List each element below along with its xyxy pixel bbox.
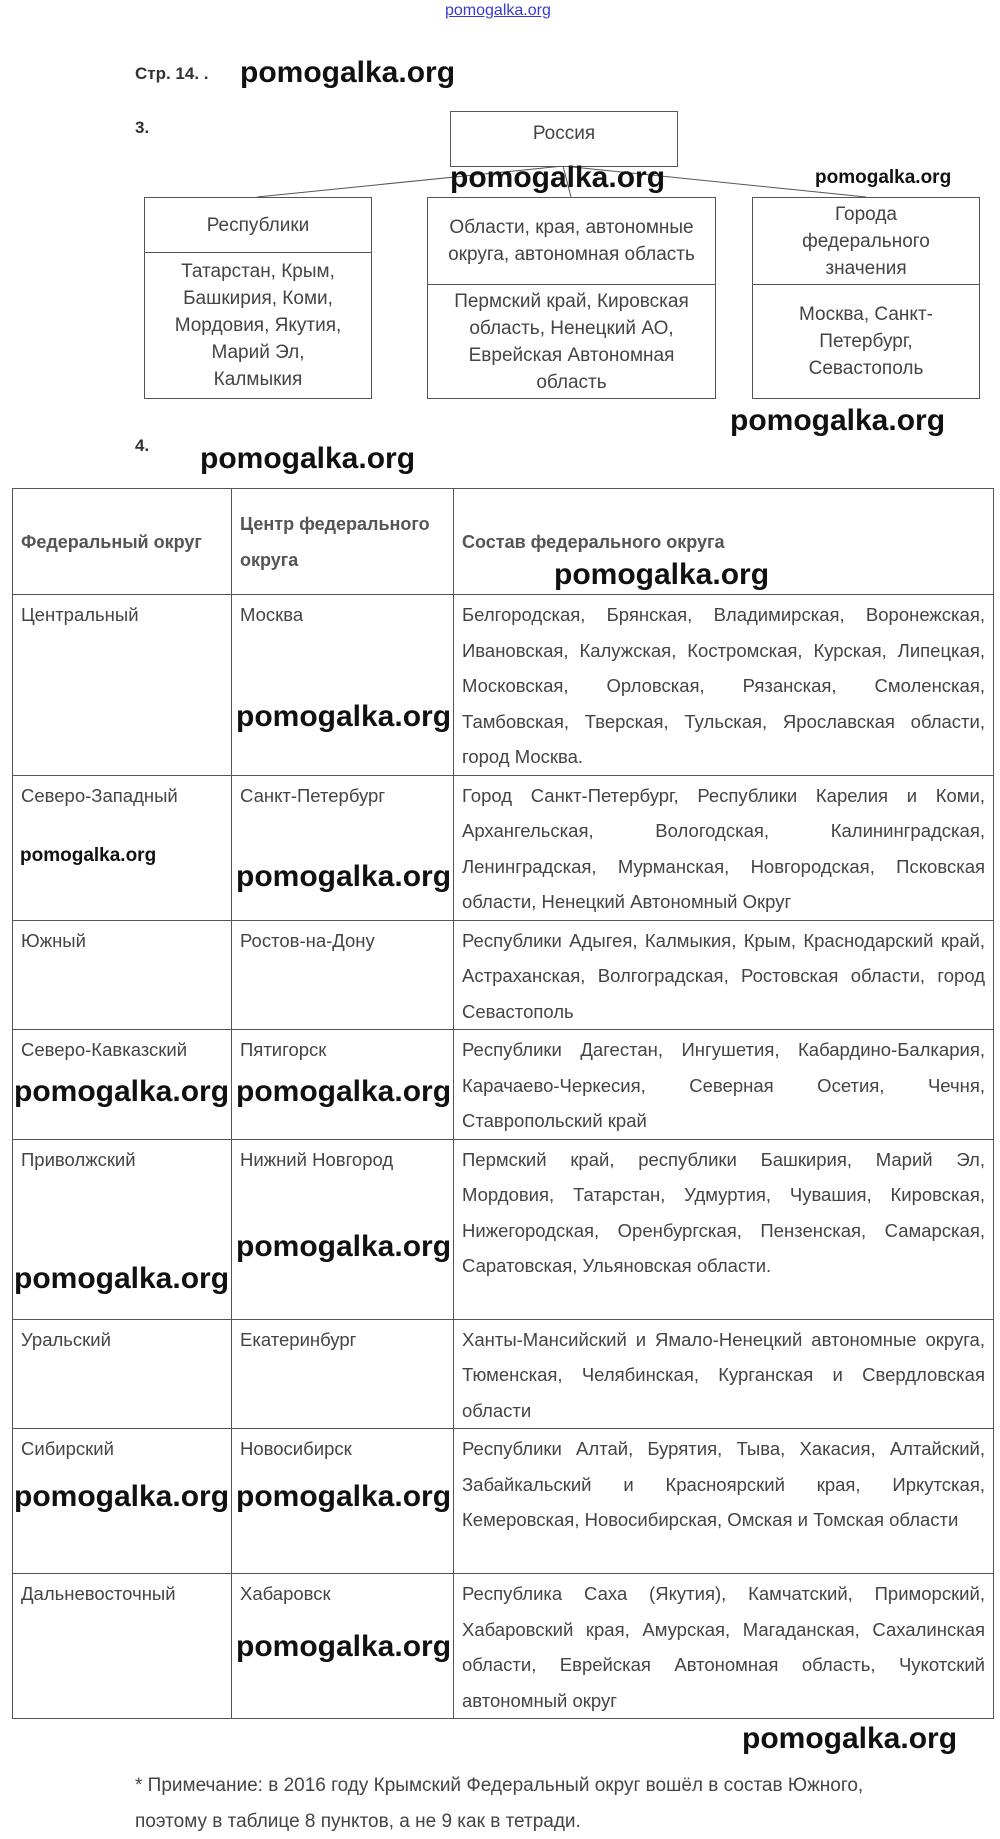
diagram-box-content: Москва, Санкт-Петербург, Севастополь [753, 284, 979, 398]
footnote-line-2: поэтому в таблице 8 пунктов, а не 9 как в тетради. [135, 1811, 581, 1832]
table-row [13, 1319, 994, 1429]
diagram-box-title: Области, края, автономные округа, автономная область [448, 217, 695, 265]
district-cell: Южный [13, 920, 232, 1030]
header-center: Центр федерального округа [232, 489, 454, 595]
center-cell: Новосибирск [232, 1429, 454, 1574]
watermark: pomogalka.org [742, 1722, 958, 1755]
district-cell: Дальневосточный [13, 1574, 232, 1719]
table-row [13, 920, 994, 1030]
watermark: pomogalka.org [236, 1630, 452, 1663]
district-cell: Центральный [13, 595, 232, 776]
watermark-link-top[interactable]: pomogalka.org [445, 2, 551, 19]
watermark: pomogalka.org [236, 1480, 452, 1513]
watermark: pomogalka.org [20, 845, 157, 866]
composition-cell: Белгородская, Брянская, Владимирская, Воронежская, Ивановская, Калужская, Костромская, Курская, Липецкая, Московская, Орловская, Рязанская, Смоленская, Тамбовская, Тверская, Тульская, Ярославская области, город Москва. [454, 595, 994, 776]
table-header-row [13, 489, 994, 595]
diagram-box-content: Татарстан, Крым, Башкирия, Коми, Мордовия, Якутия, Марий Эл, Калмыкия [145, 252, 371, 398]
diagram-root-box [450, 111, 678, 167]
task-4-label: 4. [135, 436, 150, 455]
composition-cell: Республика Саха (Якутия), Камчатский, Приморский, Хабаровский края, Амурская, Магаданская, Сахалинская области, Еврейская Автономная область, Чукотский автономный округ [454, 1574, 994, 1719]
page-label: Стр. 14. . [135, 64, 209, 83]
composition-cell: Город Санкт-Петербург, Республики Карелия и Коми, Архангельская, Вологодская, Калининградская, Ленинградская, Мурманская, Новгородская, Псковская области, Ненецкий Автономный Округ [454, 775, 994, 920]
watermark: pomogalka.org [236, 860, 452, 893]
center-cell: Москва [232, 595, 454, 776]
watermark: pomogalka.org [450, 161, 666, 194]
center-cell: Ростов-на-Дону [232, 920, 454, 1030]
watermark: pomogalka.org [200, 442, 416, 475]
task-3-label: 3. [135, 118, 150, 137]
watermark: pomogalka.org [554, 558, 770, 591]
table-row [13, 1574, 994, 1719]
table-row [13, 595, 994, 776]
watermark: pomogalka.org [14, 1262, 230, 1295]
table-row [13, 775, 994, 920]
header-district: Федеральный округ [13, 489, 232, 595]
center-cell: Нижний Новгород [232, 1139, 454, 1319]
diagram-box-content: Пермский край, Кировская область, Ненецкий АО, Еврейская Автономная область [428, 284, 715, 398]
diagram-box-regions [427, 197, 716, 399]
center-cell: Хабаровск [232, 1574, 454, 1719]
composition-cell: Пермский край, республики Башкирия, Марий Эл, Мордовия, Татарстан, Удмуртия, Чувашия, Кировская, Нижегородская, Оренбургская, Пензенская, Самарская, Саратовская, Ульяновская области. [454, 1139, 994, 1319]
footnote-line-1: * Примечание: в 2016 году Крымский Федеральный округ вошёл в состав Южного, [135, 1775, 864, 1796]
diagram-box-republics [144, 197, 372, 399]
header-composition: Состав федерального округа [454, 489, 994, 595]
watermark: pomogalka.org [236, 700, 452, 733]
diagram-box-federal-cities [752, 197, 980, 399]
district-cell: Уральский [13, 1319, 232, 1429]
district-cell: Северо-Западный [13, 775, 232, 920]
watermark: pomogalka.org [815, 167, 952, 188]
watermark: pomogalka.org [236, 1230, 452, 1263]
watermark: pomogalka.org [240, 56, 456, 89]
diagram-box-title: Города федерального значения [802, 203, 930, 279]
watermark: pomogalka.org [730, 404, 946, 437]
center-cell: Екатеринбург [232, 1319, 454, 1429]
composition-cell: Ханты-Мансийский и Ямало-Ненецкий автономные округа, Тюменская, Челябинская, Курганская и Свердловская области [454, 1319, 994, 1429]
diagram-root-label: Россия [532, 123, 596, 144]
watermark: pomogalka.org [14, 1480, 230, 1513]
center-cell: Пятигорск [232, 1030, 454, 1140]
district-cell: Сибирский [13, 1429, 232, 1574]
watermark: pomogalka.org [236, 1075, 452, 1108]
diagram-box-title: Республики [206, 214, 310, 236]
district-cell: Приволжский [13, 1139, 232, 1319]
composition-cell: Республики Дагестан, Ингушетия, Кабардино-Балкария, Карачаево-Черкесия, Северная Осетия, Чечня, Ставропольский край [454, 1030, 994, 1140]
watermark: pomogalka.org [14, 1075, 230, 1108]
composition-cell: Республики Адыгея, Калмыкия, Крым, Краснодарский край, Астраханская, Волгоградская, Ростовская области, город Севастополь [454, 920, 994, 1030]
composition-cell: Республики Алтай, Бурятия, Тыва, Хакасия, Алтайский, Забайкальский и Красноярский края, Иркутская, Кемеровская, Новосибирская, Омская и Томская области [454, 1429, 994, 1574]
district-cell: Северо-Кавказский [13, 1030, 232, 1140]
center-cell: Санкт-Петербург [232, 775, 454, 920]
